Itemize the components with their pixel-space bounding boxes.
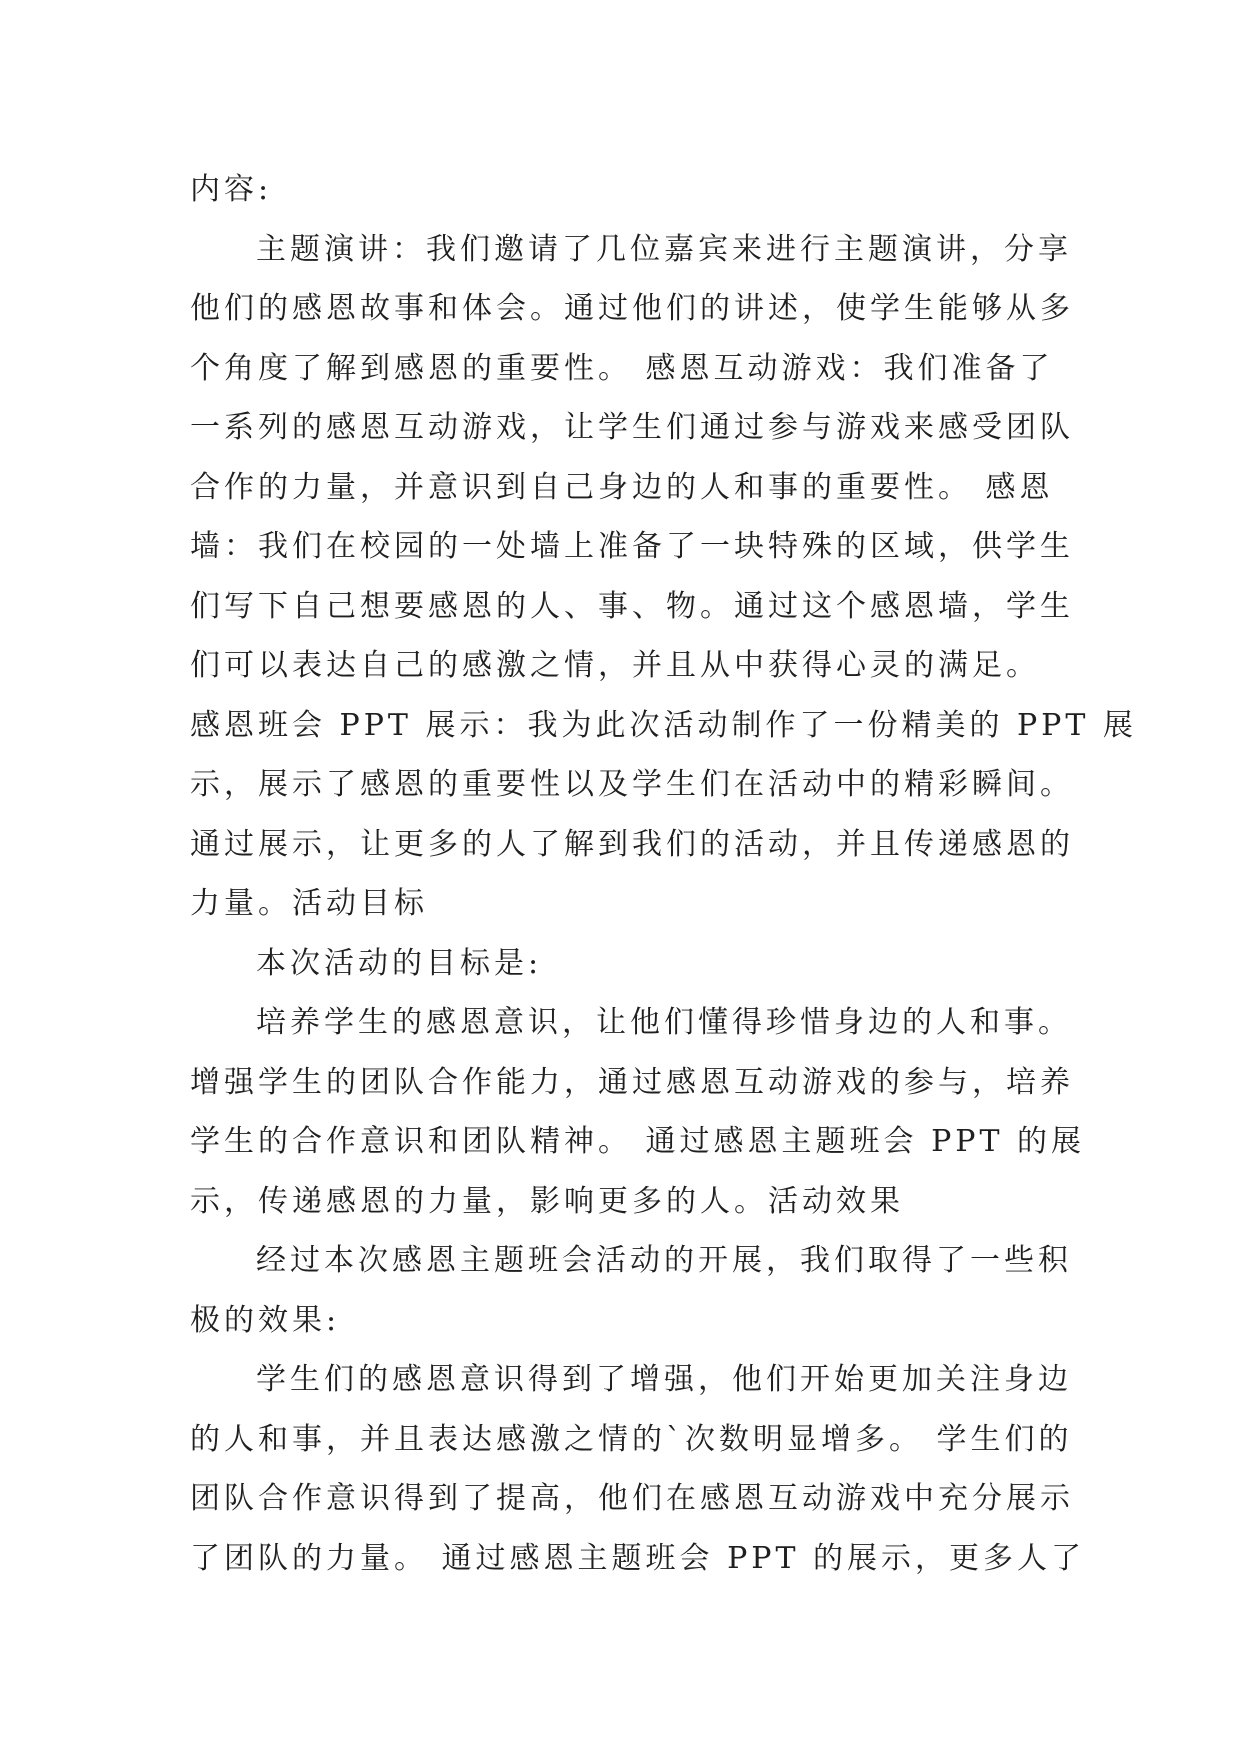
- text-line: 们写下自己想要感恩的人、事、物。通过这个感恩墙，学生: [190, 588, 1074, 624]
- text-line: 通过展示，让更多的人了解到我们的活动，并且传递感恩的: [190, 826, 1074, 862]
- text-line: 合作的力量，并意识到自己身边的人和事的重要性。 感恩: [190, 469, 1054, 505]
- text-line: 极的效果:: [190, 1302, 341, 1338]
- text-line: 他们的感恩故事和体会。通过他们的讲述，使学生能够从多: [190, 291, 1074, 326]
- text-line: 主题演讲：我们邀请了几位嘉宾来进行主题演讲，分享: [256, 231, 1072, 267]
- text-line: 们可以表达自己的感激之情，并且从中获得心灵的满足。: [190, 648, 1040, 683]
- text-line: 内容:: [190, 172, 273, 207]
- text-line: 培养学生的感恩意识，让他们懂得珍惜身边的人和事。: [256, 1005, 1072, 1040]
- text-line: 一系列的感恩互动游戏，让学生们通过参与游戏来感受团队: [190, 410, 1074, 445]
- text-line: 团队合作意识得到了提高，他们在感恩互动游戏中充分展示: [190, 1481, 1074, 1516]
- text-line: 示，传递感恩的力量，影响更多的人。活动效果: [190, 1183, 904, 1219]
- document-body: [190, 160, 1137, 1588]
- text-line: 了团队的力量。 通过感恩主题班会 PPT 的展示，更多人了: [190, 1540, 1085, 1576]
- text-line: 本次活动的目标是:: [256, 945, 543, 981]
- text-line: 学生的合作意识和团队精神。 通过感恩主题班会 PPT 的展: [190, 1124, 1085, 1159]
- text-line: 示，展示了感恩的重要性以及学生们在活动中的精彩瞬间。: [190, 767, 1074, 802]
- text-line: 的人和事，并且表达感激之情的`次数明显增多。 学生们的: [190, 1421, 1073, 1457]
- text-line: 感恩班会 PPT 展示：我为此次活动制作了一份精美的 PPT 展: [190, 707, 1137, 743]
- text-line: 力量。活动目标: [190, 886, 428, 921]
- text-line: 墙：我们在校园的一处墙上准备了一块特殊的区域，供学生: [190, 529, 1074, 564]
- text-line: 经过本次感恩主题班会活动的开展，我们取得了一些积: [256, 1243, 1072, 1278]
- text-line: 学生们的感恩意识得到了增强，他们开始更加关注身边: [256, 1362, 1072, 1397]
- text-line: 增强学生的团队合作能力，通过感恩互动游戏的参与，培养: [190, 1064, 1074, 1100]
- text-line: 个角度了解到感恩的重要性。 感恩互动游戏：我们准备了: [190, 350, 1054, 386]
